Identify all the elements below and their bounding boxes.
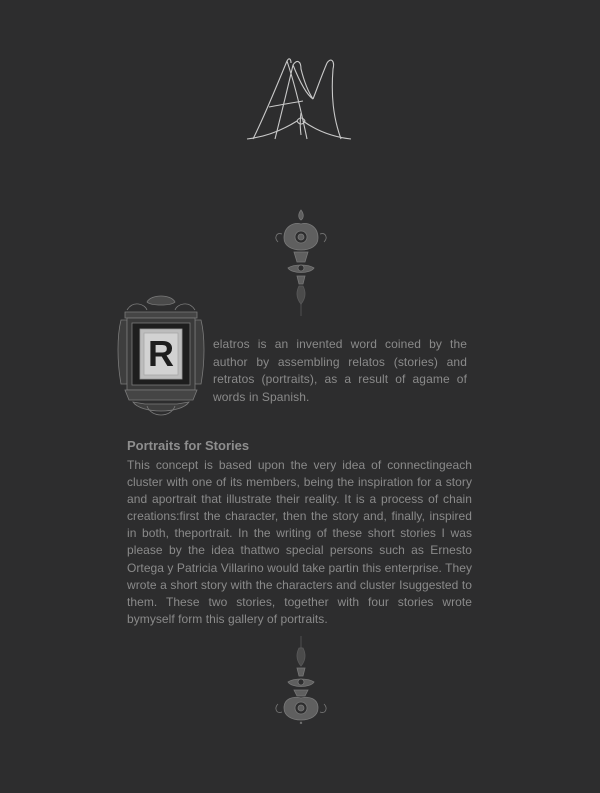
section-heading: Portraits for Stories	[127, 438, 250, 453]
section-body: This concept is based upon the very idea of connectingeach cluster with one of its members, being the inspiration for a story and aportrait that illustrate their reality. It is a process of chain creations:first the character, then the story and, finally, inspired in both, theportrait. In the writing of these short stories I was please by the idea thattwo special persons such as Ernesto Ortega y Patricia Villarino would take partin this enterprise. They wrote a short story with the characters and cluster Isuggested to them. These two stories, together with four stories wrote bymyself form this gallery of portraits.	[127, 458, 472, 626]
intro-paragraph: elatros is an invented word coined by the author by assembling relatos (stories) and retratos (portraits), as a result of agame of words in Spanish.	[213, 337, 467, 404]
drop-cap-letter: R	[148, 333, 174, 374]
ornament-icon	[270, 208, 332, 318]
ornate-frame-icon	[117, 292, 205, 422]
am-monogram-icon	[245, 55, 355, 145]
drop-cap-frame	[117, 292, 205, 422]
ornament-icon	[270, 636, 332, 726]
